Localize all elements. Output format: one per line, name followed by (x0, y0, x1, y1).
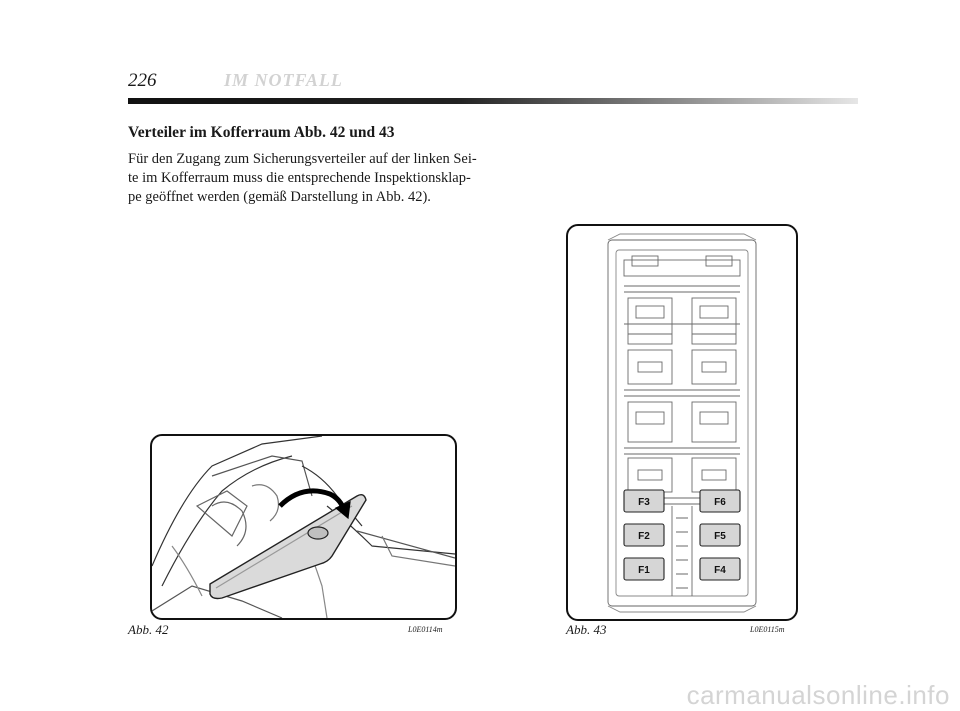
section-heading: Verteiler im Kofferraum Abb. 42 und 43 (128, 124, 395, 141)
page-number: 226 (128, 70, 157, 91)
fuse-label-f5: F5 (714, 531, 726, 542)
fuse-label-f4: F4 (714, 565, 726, 576)
body-line: Für den Zugang zum Sicherungsverteiler auf der linken Sei- (128, 151, 477, 167)
fuse-label-f3: F3 (638, 497, 650, 508)
body-paragraph (128, 150, 488, 207)
footer-watermark: carmanualsonline.info (686, 680, 950, 710)
header-rule (128, 98, 858, 104)
fusebox-drawing (568, 226, 796, 619)
fuse-label-f1: F1 (638, 565, 650, 576)
section-title: IM NOTFALL (224, 70, 343, 90)
figure-43-fusebox (566, 224, 798, 621)
figure-43-code: L0E0115m (750, 625, 785, 634)
trunk-flap-drawing (152, 436, 455, 618)
fuse-label-f2: F2 (638, 531, 650, 542)
figure-42-illustration (150, 434, 457, 620)
fuse-label-f6: F6 (714, 497, 726, 508)
body-line: te im Kofferraum muss die entsprechende Inspektionsklap- (128, 170, 471, 186)
body-line: pe geöffnet werden (gemäß Darstellung in Abb. 42). (128, 189, 431, 205)
figure-42-code: L0E0114m (408, 625, 443, 634)
figure-42-caption: Abb. 42 (128, 622, 169, 637)
figure-43-caption: Abb. 43 (566, 622, 607, 637)
